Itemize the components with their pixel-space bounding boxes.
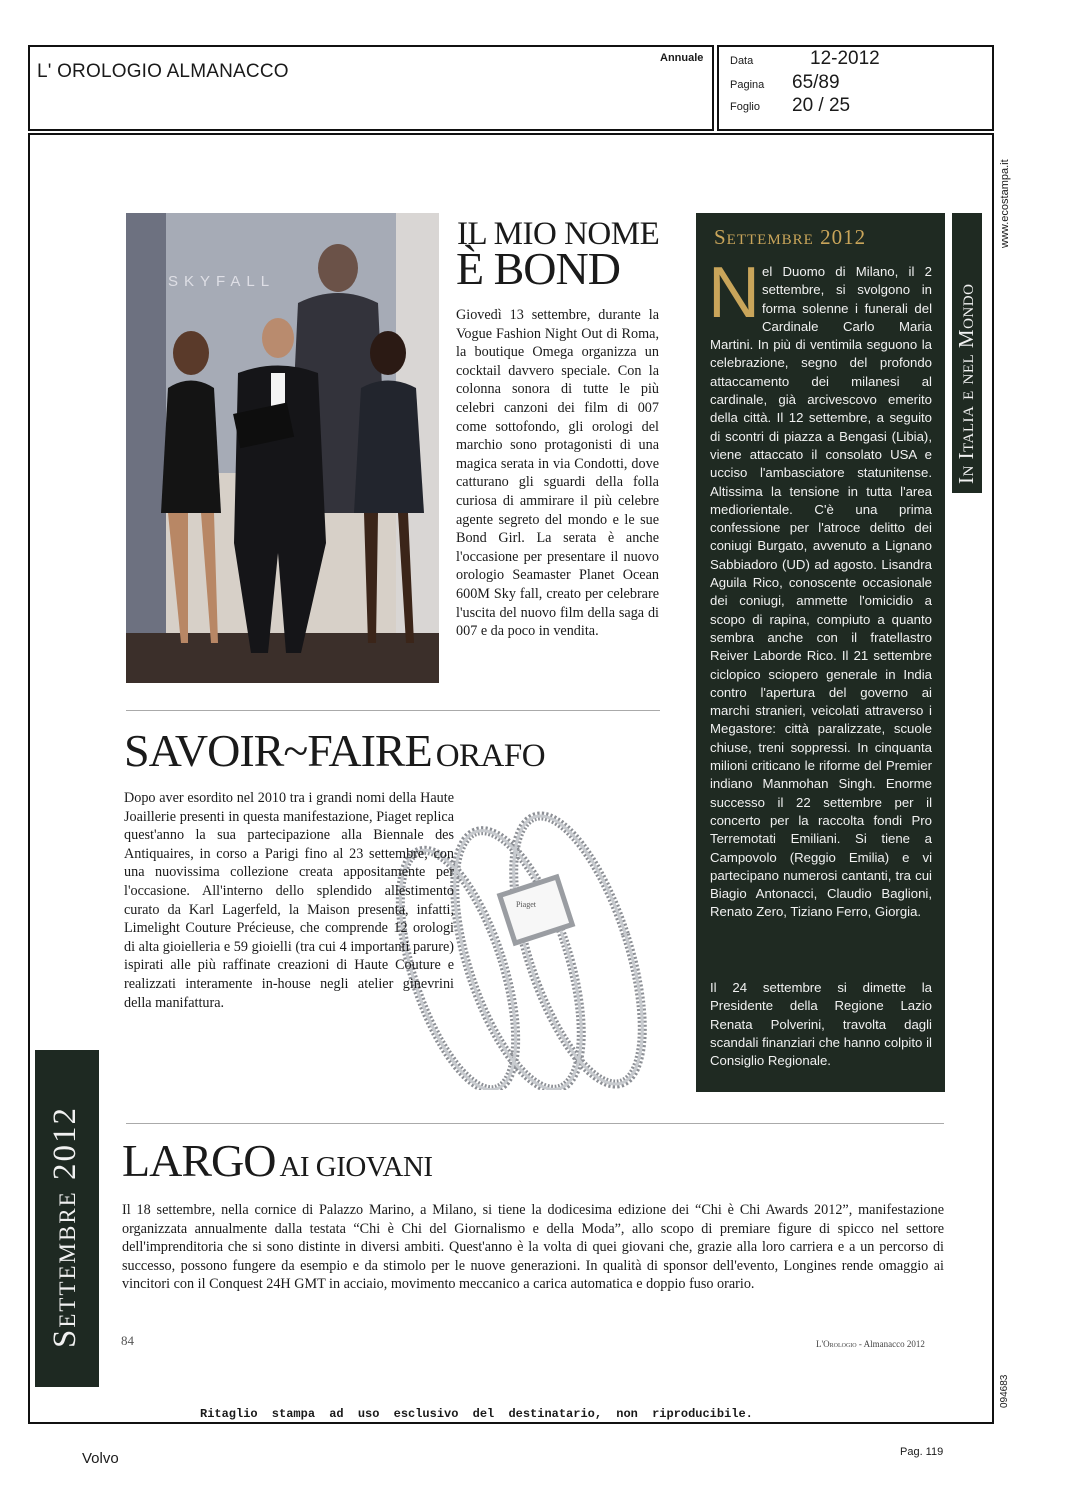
sidebar-body	[710, 263, 932, 922]
data-label: Data	[730, 55, 754, 67]
savoir-body-text: Dopo aver esordito nel 2010 tra i grandi nomi della Haute Joaillerie presenti in questa manifestazione, Piaget replica quest'anno la sua partecipazione alla Biennale des Antiquaires, in corso a Parigi fino al 23 settembre, con una nuovissima collezione creata appositamente per l'occasione. All'interno dello splendido allestimento curato da Karl Lagerfeld, la Maison presenta, infatti, Limelight Couture Précieuse, che comprende 12 orologi di alta gioielleria e 59 gioielli (tra cui 4 importanti parure) ispirati alle più raffinate creazioni di Haute Couture e realizzati interamente in-house negli atelier ginevrini della manifattura.	[124, 790, 454, 1011]
clipping-code: 094683	[999, 1374, 1010, 1408]
savoir-title-big: SAVOIR~FAIRE	[124, 725, 432, 776]
magazine-footer	[816, 1339, 925, 1349]
divider-bond	[126, 710, 660, 711]
savoir-title-small: ORAFO	[435, 738, 546, 774]
publication-name: L' OROLOGIO ALMANACCO	[37, 61, 289, 82]
bond-article-body: Giovedì 13 settembre, durante la Vogue Fashion Night Out di Roma, la boutique Omega organizza un cocktail davvero speciale. Con la colonna sonora di tutte le più celebri canzoni dei film di 007 come sottofondo, gli orologi del marchio sono protagonisti di una magica serata in via Condotti, dove catturano gli sguardi della folla curiosa di ammirare il più celebre agente segreto del mondo e le sue Bond Girl. La serata è anche l'occasione per presentare il nuovo orologio Seamaster Planet Ocean 600M Sky fall, creato per celebrare l'uscita del nuovo film della saga di 007 e da poco in vendita.	[456, 307, 659, 640]
divider-savoir	[126, 1123, 944, 1124]
sidebar-heading: Settembre 2012	[714, 225, 867, 249]
largo-article-body: Il 18 settembre, nella cornice di Palazzo Marino, a Milano, si tiene la dodicesima edizione dei “Chi è Chi Awards 2012”, manifestazione organizzata annualmente dalla testata “Chi è Chi del Giornalismo e della Moda”, allo scopo di premiare figure di spicco nel settore dell'imprenditoria che si sono distinte in diversi ambiti. Quest'anno è la volta di quei giovani che, grazie alla loro carriera e a un percorso di successo, possono fungere da esempio e da stimolo per le nuove generazioni. In qualità di sponsor dell'evento, Longines rende omaggio ai vincitori con il Conquest 24H GMT in acciaio, movimento meccanico a carica automatica e doppio fuso orario.	[122, 1202, 944, 1293]
pagina-label: Pagina	[730, 79, 765, 91]
page-ref: Pag. 119	[900, 1446, 944, 1458]
bond-event-photo	[126, 213, 439, 683]
photo-sign-text: SKYFALL	[168, 273, 276, 290]
bond-title-line1: IL MIO NOME	[457, 216, 660, 252]
periodicity: Annuale	[660, 52, 704, 64]
month-tab-label: Settembre 2012	[47, 1106, 83, 1348]
largo-title	[122, 1135, 433, 1186]
magazine-name: L'Orologio	[816, 1339, 857, 1349]
savoir-article-body	[124, 789, 454, 1012]
watch-brand-text: Piaget	[516, 900, 536, 909]
magazine-suffix: - Almanacco 2012	[856, 1339, 925, 1349]
dropcap-spacer	[710, 263, 762, 335]
data-value: 12-2012	[810, 48, 880, 69]
header-publication-box	[28, 45, 714, 131]
pagina-value: 65/89	[792, 72, 840, 93]
news-sidebar	[696, 213, 945, 1092]
savoir-title	[124, 725, 546, 776]
sidebar-body-text: el Duomo di Milano, il 2 settembre, si svolgono in forma solenne i funerali del Cardinale Carlo Maria Martini. In più di ventimila seguono la celebrazione, segno del profondo attaccamento dei milanesi al cardinale, già arcivescovo emerito della città. Il 12 settembre, a seguito di scontri di piazza a Bengasi (Libia), viene attaccato il consolato USA e ucciso l'ambasciatore statunitense. Altissima la tensione in tutta l'area mediorientale. C'è una prima confessione per l'atroce delitto dei coniugi Burgato, avvenuto a Lignano Sabbiadoro (UD) ad agosto. Lisandra Aguila Rico, conoscente occasionale dei coniugi, ammette l'omicidio a scopo di rapina, compiuto a quanto sembra anche con il fratellastro Reiver Laborde Rico. Il 21 settembre ciclopico sciopero generale in India contro l'apertura del governo ai marchi stranieri, veicolati attraverso i Megastore: città paralizzate, scuole chiuse, treni soppressi. In cinquanta milioni criticano le riforme del Premier indiano Manmohan Singh. Enorme successo il 22 settembre per il concerto per la raccolta fondi Pro Terremotati Emiliani. Si tiene a Campovolo (Reggio Emilia) e vi partecipano numerosi cantanti, tra cui Biagio Antonacci, Claudio Baglioni, Renato Zero, Tiziano Ferro, Giorgia.	[710, 264, 932, 920]
section-tab-label: In Italia e nel Mondo	[954, 283, 978, 484]
largo-title-big: LARGO	[122, 1135, 276, 1186]
disclaimer: Ritaglio stampa ad uso esclusivo del destinatario, non riproducibile.	[200, 1407, 753, 1421]
page-number: 84	[121, 1333, 134, 1348]
sidebar-body-2: Il 24 settembre si dimette la Presidente della Regione Lazio Renata Polverini, travolta dagli scandali finanziari che hanno colpito il Consiglio Regionale.	[710, 980, 932, 1069]
website-label: www.ecostampa.it	[999, 159, 1011, 248]
bond-title-line2: È BOND	[456, 243, 620, 294]
largo-title-small: AI GIOVANI	[279, 1151, 433, 1183]
foglio-label: Foglio	[730, 101, 760, 113]
sidebar-dropcap: N	[708, 253, 760, 333]
client-name: Volvo	[82, 1450, 119, 1467]
foglio-value: 20 / 25	[792, 95, 851, 116]
